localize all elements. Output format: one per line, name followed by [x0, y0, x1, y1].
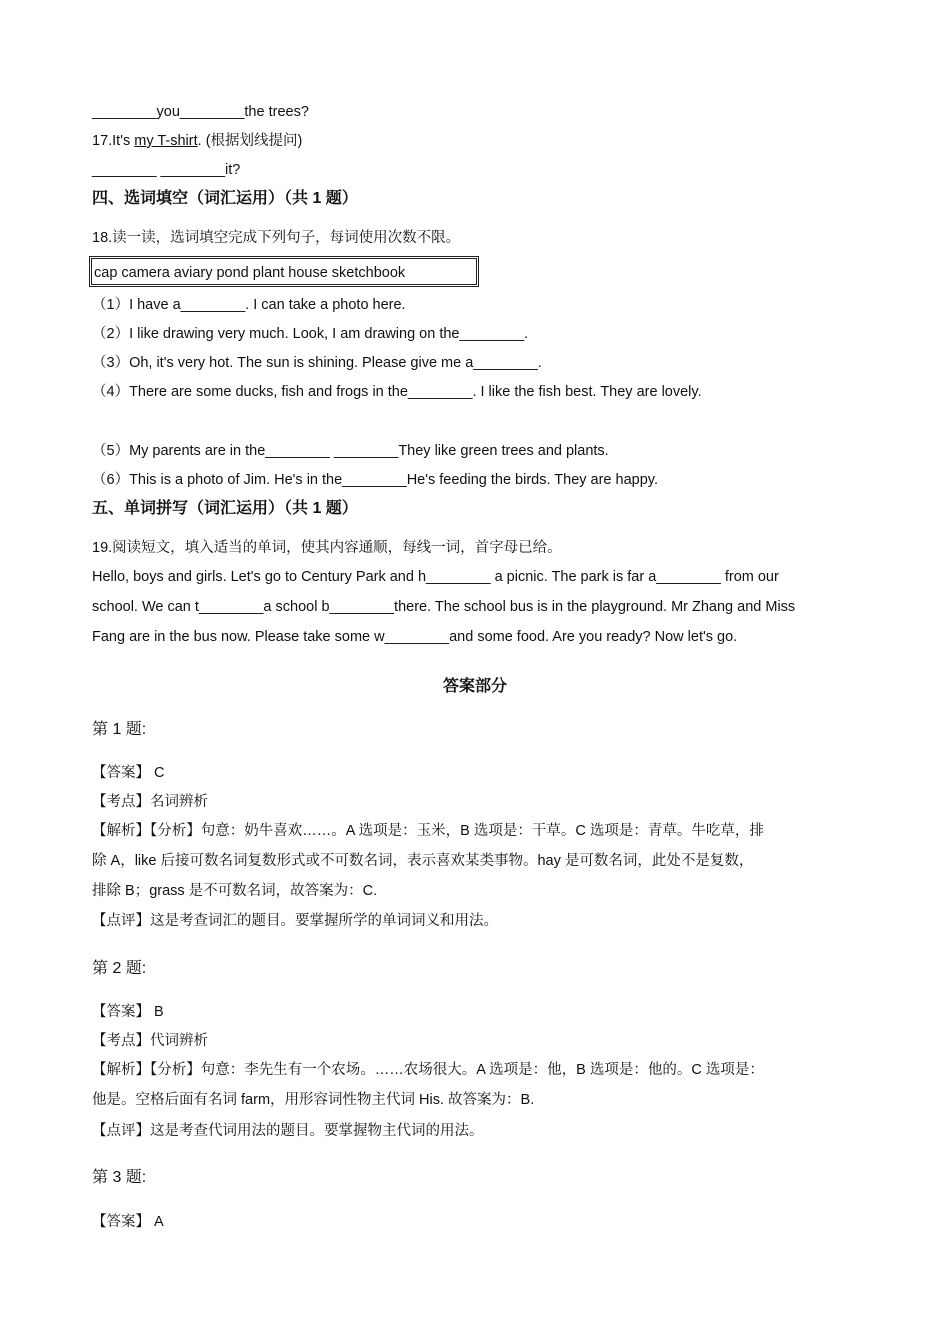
- answer-2-analysis-line-1: 【解析】【分析】句意：李先生有一个农场。……农场很大。A 选项是：他，B 选项是：他的。C 选项是：: [92, 1062, 764, 1078]
- answer-2-key: 【答案】 B: [92, 1004, 164, 1020]
- q18-instruction: 18.读一读，选词填空完成下列句子，每词使用次数不限。: [92, 230, 461, 246]
- q19-passage-line-2: school. We can t________a school b________there. The school bus is in the playground. Mr Zhang and Miss: [92, 599, 796, 615]
- section-5-heading: 五、单词拼写（词汇运用）（共 1 题）: [92, 500, 358, 517]
- q18-item-1: （1）I have a________. I can take a photo here.: [92, 297, 406, 313]
- answer-1-comment: 【点评】这是考查词汇的题目。要掌握所学的单词词义和用法。: [92, 913, 498, 929]
- answer-1-point: 【考点】名词辨析: [92, 794, 208, 810]
- q18-item-3: （3）Oh, it's very hot. The sun is shining. Please give me a________.: [92, 355, 542, 371]
- answer-2-analysis-line-2: 他是。空格后面有名词 farm，用形容词性物主代词 His. 故答案为：B.: [92, 1092, 535, 1108]
- word-bank-words: cap camera aviary pond plant house sketchbook: [94, 265, 406, 281]
- q18-item-6: （6）This is a photo of Jim. He's in the________He's feeding the birds. They are happy.: [92, 472, 658, 488]
- q18-item-5: （5）My parents are in the________ ________They like green trees and plants.: [92, 443, 609, 459]
- answer-2-comment: 【点评】这是考查代词用法的题目。要掌握物主代词的用法。: [92, 1123, 484, 1139]
- answer-2-point: 【考点】代词辨析: [92, 1033, 208, 1049]
- answer-1-analysis-line-2: 除 A，like 后接可数名词复数形式或不可数名词，表示喜欢某类事物。hay 是可数名词，此处不是复数，: [92, 853, 754, 869]
- q17-question: [92, 131, 302, 151]
- q17-prefix: 17.It's: [92, 133, 135, 149]
- answer-3-number: 第 3 题:: [92, 1169, 147, 1186]
- q17-underlined-text: my T-shirt: [134, 133, 198, 149]
- answer-3-key: 【答案】 A: [92, 1214, 164, 1230]
- q19-instruction: 19.阅读短文，填入适当的单词，使其内容通顺，每线一词，首字母已给。: [92, 540, 562, 556]
- q19-passage-line-3: Fang are in the bus now. Please take some w________and some food. Are you ready? Now let's go.: [92, 629, 738, 645]
- q16-answer-line: ________you________the trees?: [92, 104, 309, 120]
- answer-1-number: 第 1 题:: [92, 721, 147, 738]
- q18-item-4: （4）There are some ducks, fish and frogs in the________. I like the fish best. They are lovely.: [92, 384, 702, 400]
- q19-passage-line-1: Hello, boys and girls. Let's go to Century Park and h________ a picnic. The park is far a________ from our: [92, 569, 779, 585]
- answer-1-analysis-line-1: 【解析】【分析】句意：奶牛喜欢……。A 选项是：玉米，B 选项是：干草。C 选项是：青草。牛吃草，排: [92, 823, 764, 839]
- answer-2-number: 第 2 题:: [92, 960, 147, 977]
- q17-suffix: . (根据划线提问): [197, 133, 303, 149]
- q18-item-2: （2）I like drawing very much. Look, I am drawing on the________.: [92, 326, 529, 342]
- answer-1-analysis-line-3: 排除 B；grass 是不可数名词，故答案为：C.: [92, 883, 378, 899]
- answers-section-title: 答案部分: [442, 678, 507, 695]
- word-bank-box: [89, 256, 479, 287]
- q17-answer-line: ________ ________it?: [92, 162, 241, 178]
- answer-1-key: 【答案】 C: [92, 765, 165, 781]
- section-4-heading: 四、选词填空（词汇运用）（共 1 题）: [92, 190, 358, 207]
